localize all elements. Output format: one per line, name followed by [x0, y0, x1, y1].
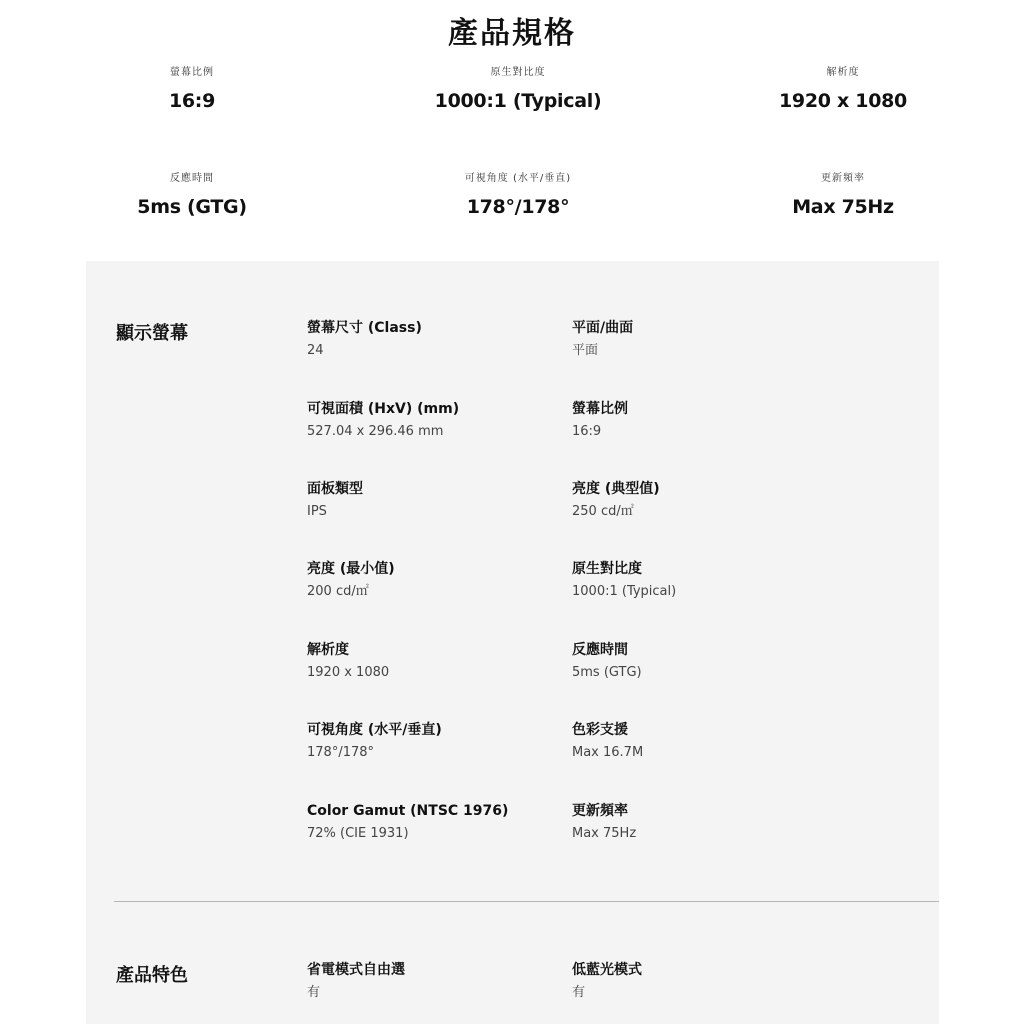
spec-label: 螢幕比例: [572, 401, 628, 417]
spec-label: 反應時間: [572, 642, 628, 658]
spec-value: 200 cd/㎡: [307, 584, 369, 599]
spec-item: [307, 802, 557, 843]
spec-label: 色彩支援: [572, 722, 628, 738]
highlight-viewing-angle: [368, 169, 668, 218]
spec-value: 16:9: [572, 424, 602, 439]
spec-item: [572, 961, 822, 1002]
spec-item: [572, 641, 822, 682]
spec-value: 有: [572, 985, 586, 1000]
highlight-value: Max 75Hz: [792, 196, 894, 218]
spec-value: 178°/178°: [307, 745, 375, 760]
spec-label: 亮度 (典型值): [572, 481, 660, 497]
highlight-refresh-rate: [693, 169, 993, 218]
spec-value: 5ms (GTG): [572, 665, 642, 680]
spec-item: [572, 802, 822, 843]
spec-item: [572, 560, 822, 601]
highlight-label: 反應時間: [170, 173, 214, 184]
spec-label: 平面/曲面: [572, 320, 634, 336]
spec-item: [572, 721, 822, 762]
spec-value: Max 75Hz: [572, 826, 637, 841]
spec-item: [572, 400, 822, 441]
spec-value: 平面: [572, 343, 599, 358]
highlight-value: 16:9: [168, 90, 216, 112]
spec-value: Max 16.7M: [572, 745, 644, 760]
spec-item: [307, 560, 557, 601]
spec-value: 1920 x 1080: [307, 665, 390, 680]
highlight-value: 1920 x 1080: [779, 90, 907, 112]
spec-label: Color Gamut (NTSC 1976): [307, 803, 509, 819]
highlight-contrast-ratio: [368, 63, 668, 112]
highlight-label: 解析度: [826, 67, 860, 78]
highlight-value: 178°/178°: [466, 196, 570, 218]
spec-item: [307, 400, 557, 441]
spec-item: [572, 480, 822, 521]
spec-label: 螢幕尺寸 (Class): [307, 320, 422, 336]
spec-value: 72% (CIE 1931): [307, 826, 409, 841]
spec-value: 有: [307, 985, 321, 1000]
highlight-value: 5ms (GTG): [137, 196, 247, 218]
spec-label: 亮度 (最小值): [307, 561, 395, 577]
highlight-response-time: [42, 169, 342, 218]
highlight-label: 更新頻率: [821, 173, 865, 184]
spec-label: 可視角度 (水平/垂直): [307, 722, 442, 738]
highlight-resolution: [693, 63, 993, 112]
spec-value: IPS: [307, 504, 327, 519]
highlight-value: 1000:1 (Typical): [434, 90, 602, 112]
spec-label: 面板類型: [307, 481, 363, 497]
highlight-label: 螢幕比例: [170, 67, 214, 78]
spec-label: 可視面積 (HxV) (mm): [307, 401, 460, 417]
spec-item: [307, 641, 557, 682]
spec-value: 24: [307, 343, 324, 358]
spec-item: [307, 721, 557, 762]
spec-label: 原生對比度: [572, 561, 642, 577]
spec-item: [307, 319, 557, 360]
spec-label: 解析度: [307, 642, 349, 658]
section-divider: [114, 901, 939, 902]
section-title-features: 產品特色: [116, 965, 188, 986]
spec-label: 低藍光模式: [572, 962, 642, 978]
spec-item: [307, 480, 557, 521]
spec-value: 250 cd/㎡: [572, 504, 634, 519]
spec-value: 527.04 x 296.46 mm: [307, 424, 444, 439]
spec-item: [572, 319, 822, 360]
section-title-display: 顯示螢幕: [116, 323, 188, 344]
spec-item: [307, 961, 557, 1002]
spec-value: 1000:1 (Typical): [572, 584, 677, 599]
highlight-label: 可視角度 (水平/垂直): [464, 173, 572, 184]
spec-label: 省電模式自由選: [307, 962, 405, 978]
spec-panel: [86, 261, 939, 1024]
highlight-label: 原生對比度: [490, 67, 546, 78]
page-title: 產品規格: [448, 16, 576, 51]
spec-label: 更新頻率: [572, 803, 628, 819]
highlight-aspect-ratio: [42, 63, 342, 112]
